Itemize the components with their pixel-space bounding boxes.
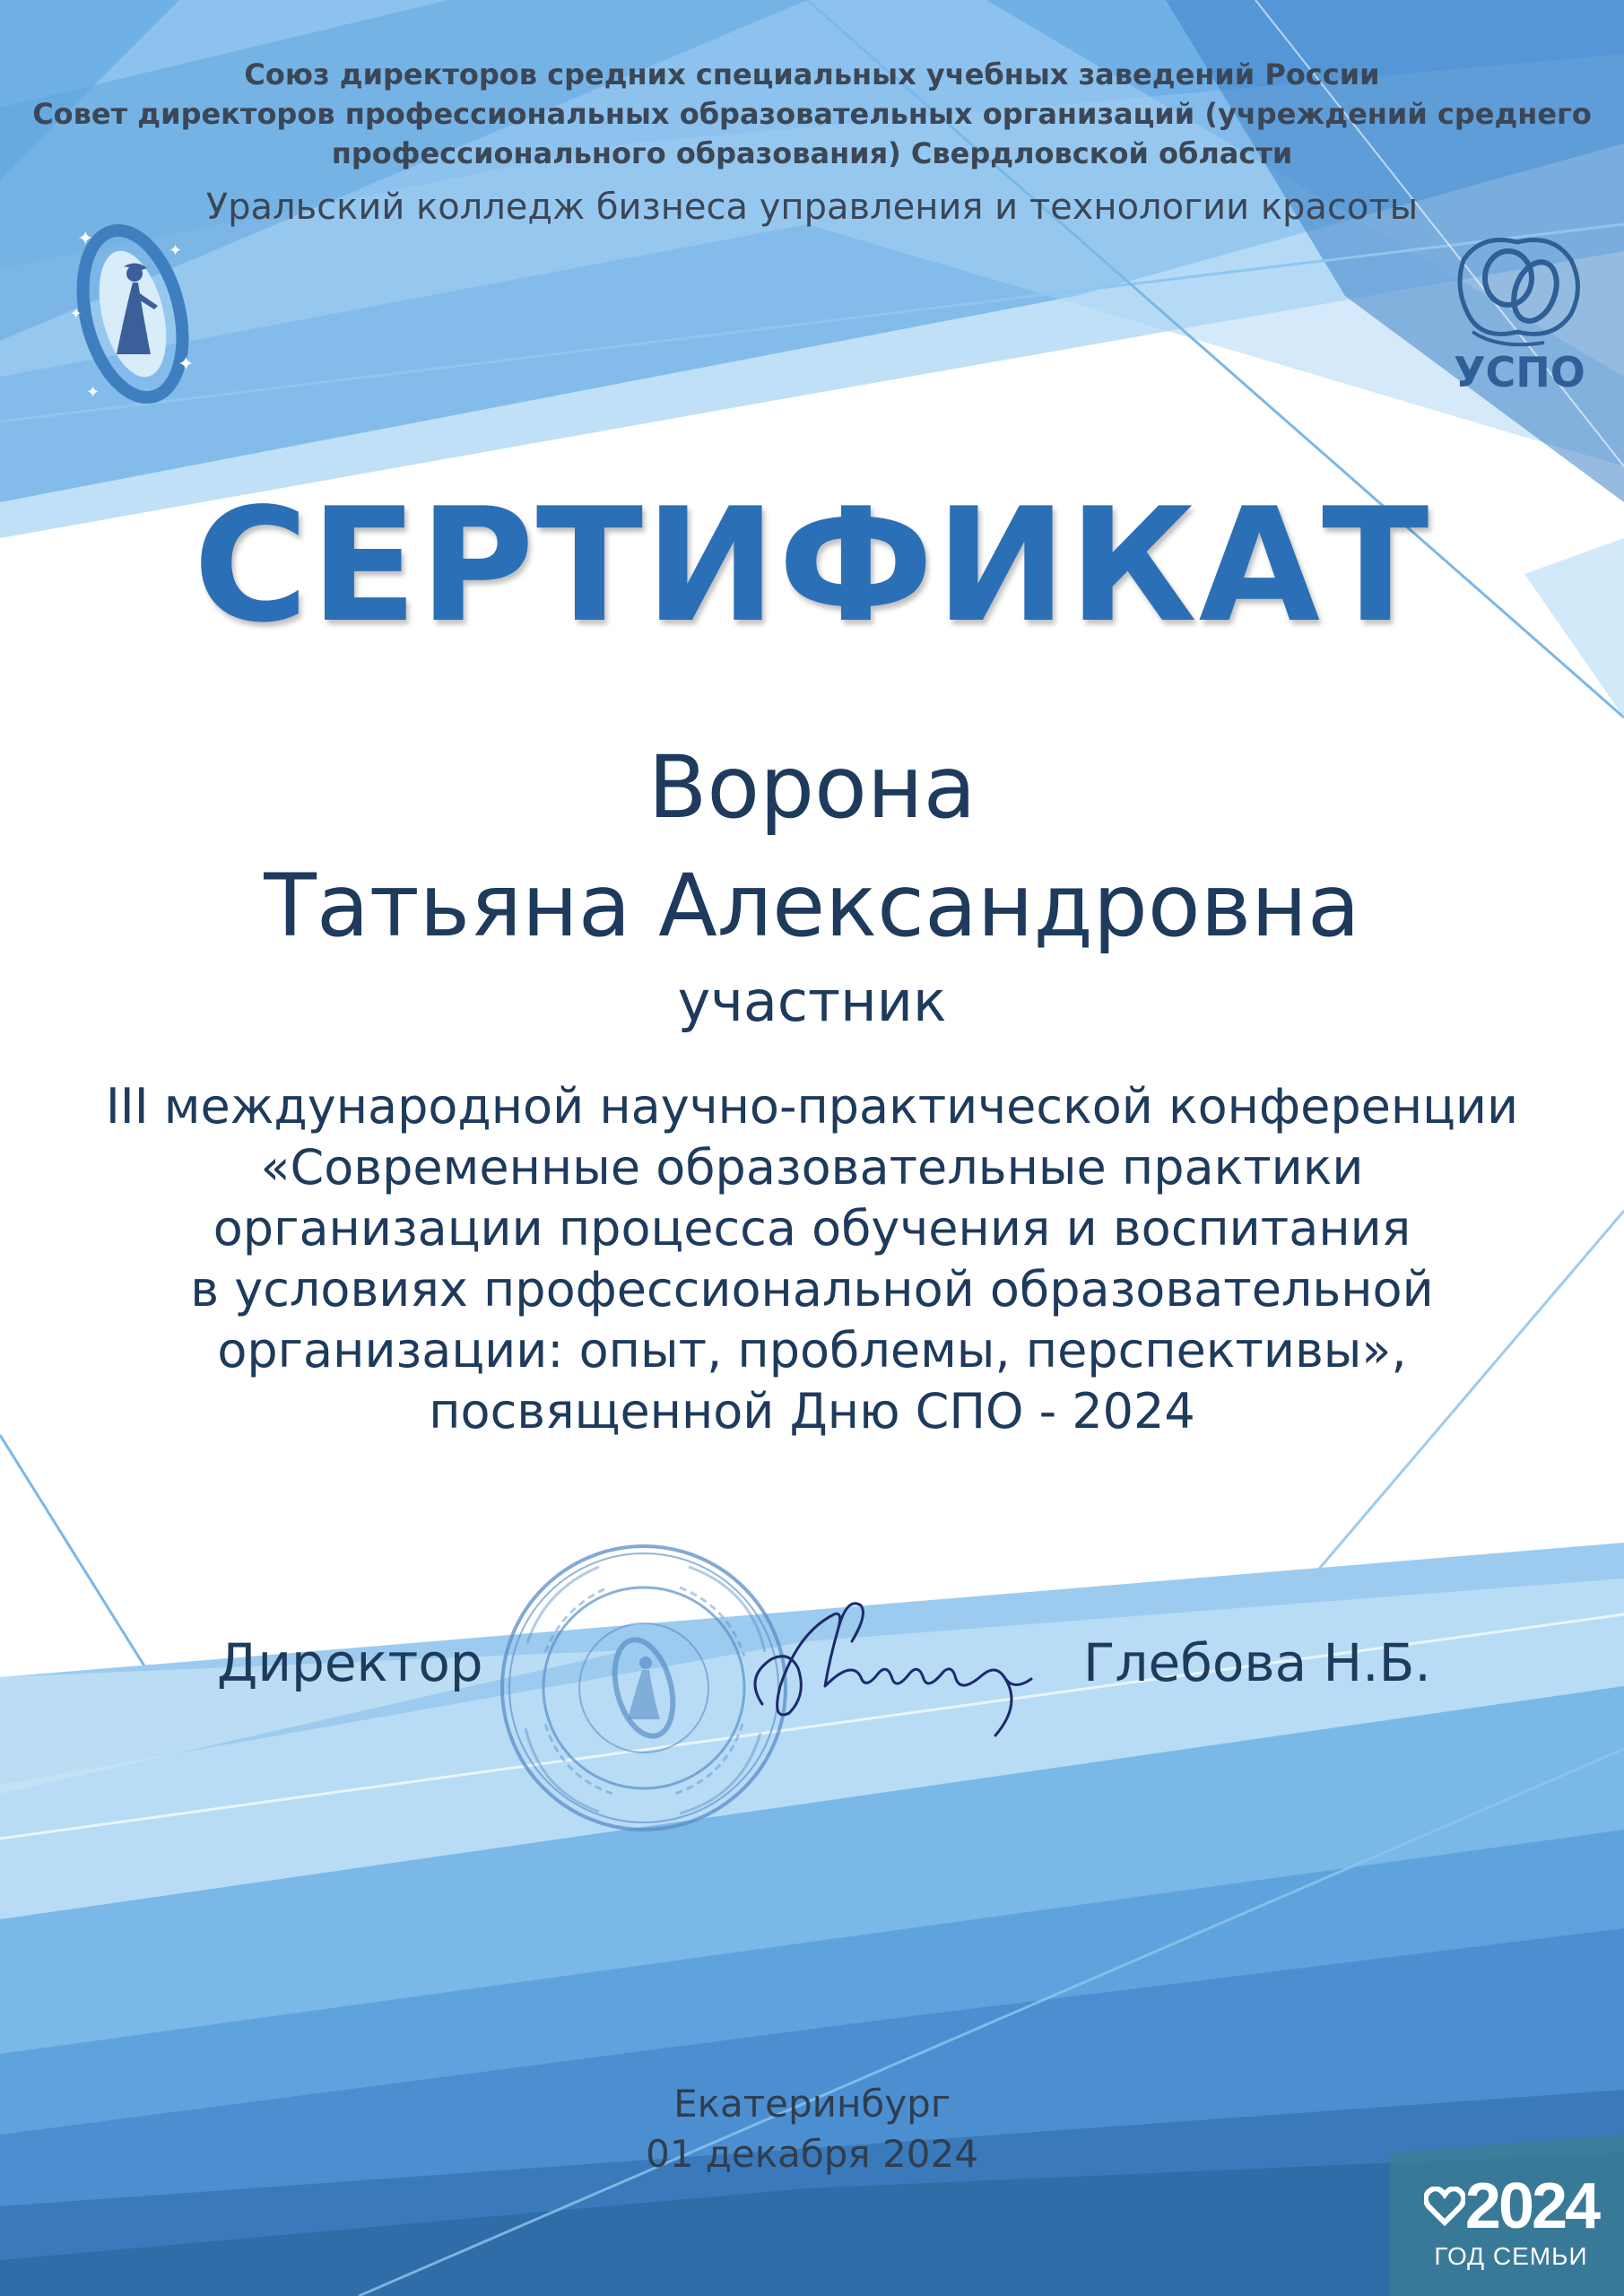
svg-text:✦: ✦ [70, 305, 83, 322]
uspo-logo-text: УСПО [1454, 348, 1585, 396]
description-line-1: III международной научно-практической конференции [105, 1078, 1519, 1135]
footer-city: Екатеринбург [673, 2082, 951, 2126]
description-line-6: посвященной Дню СПО - 2024 [429, 1383, 1195, 1439]
uspo-logo [1446, 224, 1594, 404]
signer-name: Глебова Н.Б. [1083, 1632, 1431, 1693]
description-line-5: организации: опыт, проблемы, перспективы», [217, 1322, 1407, 1378]
heart-icon [1424, 2187, 1465, 2226]
footer-date: 01 декабря 2024 [646, 2132, 978, 2176]
college-emblem-icon [61, 220, 204, 408]
certificate-title: СЕРТИФИКАТ [193, 475, 1431, 657]
svg-text:✦: ✦ [178, 353, 195, 376]
svg-text:✦: ✦ [86, 383, 100, 402]
college-name: Уральский колледж бизнеса управления и технологии красоты [205, 187, 1419, 228]
description-line-4: в условиях профессиональной образовательной [190, 1261, 1434, 1318]
director-signature [735, 1578, 1058, 1749]
recipient-surname: Ворона [647, 737, 977, 838]
uspo-logo-icon [1446, 224, 1594, 359]
org-line-3: профессионального образования) Свердловской области [331, 136, 1293, 170]
year-of-family-badge [1421, 2170, 1601, 2278]
svg-text:✦: ✦ [77, 228, 94, 250]
description-line-2: «Современные образовательные практики [260, 1139, 1364, 1196]
recipient-role: участник [677, 969, 947, 1034]
svg-text:✦: ✦ [169, 241, 183, 260]
org-line-2: Совет директоров профессиональных образовательных организаций (учреждений среднего [32, 97, 1592, 131]
badge-year: 2024 [1464, 2170, 1599, 2242]
recipient-given-names: Татьяна Александровна [264, 856, 1360, 956]
org-line-1: Союз директоров средних специальных учебных заведений России [244, 57, 1380, 91]
signer-position: Директор [217, 1632, 483, 1693]
description-line-3: организации процесса обучения и воспитания [213, 1200, 1411, 1257]
badge-caption: ГОД СЕМЬИ [1434, 2242, 1588, 2270]
